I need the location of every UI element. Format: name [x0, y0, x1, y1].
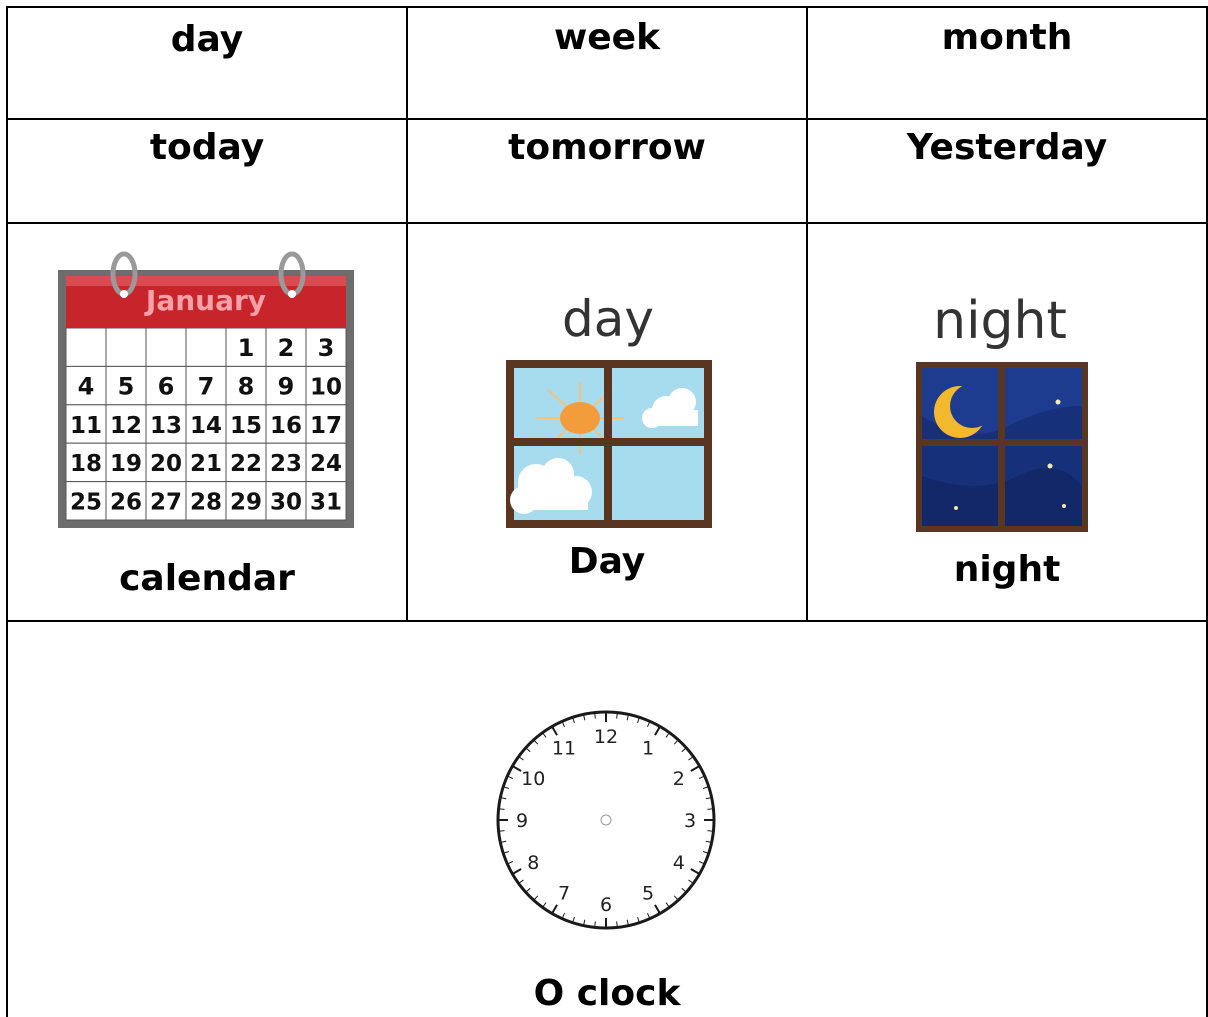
word-yesterday: Yesterday	[906, 127, 1108, 168]
calendar-day-number: 25	[69, 489, 103, 516]
calendar-cell	[106, 328, 146, 366]
clock-tick	[499, 831, 505, 832]
word-week: week	[553, 17, 661, 58]
day-title: day	[562, 290, 654, 348]
calendar-day-number: 22	[229, 451, 263, 478]
cell-yesterday	[808, 120, 1206, 222]
clock-number: 7	[557, 882, 571, 905]
cell-today	[8, 120, 406, 222]
label-o-clock: O clock	[533, 973, 681, 1014]
label-calendar: calendar	[119, 558, 295, 599]
clock-number: 1	[641, 737, 655, 760]
calendar-day-number: 21	[189, 451, 223, 478]
calendar-cell	[146, 328, 186, 366]
clock-tick	[707, 831, 713, 832]
calendar-day-number: 30	[269, 489, 303, 516]
clock-face-icon	[486, 700, 726, 940]
calendar-month: January	[145, 284, 267, 317]
day-window-illustration	[496, 286, 716, 536]
clock-number: 2	[672, 768, 685, 790]
calendar-day-number: 3	[317, 334, 335, 362]
calendar-day-number: 11	[69, 412, 103, 439]
calendar-day-number: 10	[309, 374, 343, 401]
calendar-day-number: 19	[109, 451, 143, 478]
calendar-day-number: 2	[277, 334, 295, 362]
calendar-day-number: 26	[109, 489, 143, 516]
calendar-illustration	[56, 250, 356, 530]
clock-number: 11	[551, 737, 577, 760]
clock-number: 6	[599, 894, 613, 916]
calendar-day-number: 1	[237, 334, 255, 362]
calendar-day-number: 23	[269, 451, 303, 478]
clock-number: 4	[672, 852, 685, 874]
night-title: night	[933, 291, 1067, 351]
calendar-day-number: 27	[149, 489, 183, 516]
clock-number: 12	[593, 726, 619, 748]
cell-tomorrow	[408, 120, 806, 222]
night-window-mullion	[998, 368, 1005, 526]
night-window-transom	[922, 439, 1082, 446]
calendar-grid	[66, 328, 346, 520]
calendar-cell	[186, 328, 226, 366]
cell-clock	[8, 622, 1206, 1017]
clock-tick	[499, 809, 505, 810]
clock-tick	[617, 713, 618, 719]
cell-week	[408, 8, 806, 118]
cell-day	[8, 8, 406, 118]
calendar-day-number: 16	[269, 412, 303, 439]
clock-number: 3	[683, 810, 697, 832]
clock-number: 9	[515, 810, 529, 832]
calendar-cell	[66, 328, 106, 366]
calendar-day-number: 18	[69, 451, 103, 478]
calendar-day-number: 24	[309, 451, 343, 478]
calendar-day-number: 31	[309, 489, 343, 516]
calendar-day-number: 20	[149, 451, 183, 478]
calendar-day-number: 12	[109, 412, 143, 439]
day-window-transom	[514, 438, 704, 446]
clock-tick	[595, 921, 596, 927]
calendar-day-number: 28	[189, 489, 223, 516]
clock-tick	[617, 921, 618, 927]
calendar-day-number: 17	[309, 412, 343, 439]
calendar-day-number: 5	[117, 372, 135, 401]
clock-number: 8	[527, 852, 540, 874]
cell-day-picture	[408, 224, 806, 620]
clock-number: 10	[521, 768, 546, 790]
calendar-day-number: 6	[157, 372, 175, 401]
calendar-day-number: 7	[197, 372, 215, 401]
clock-tick	[595, 713, 596, 719]
cell-calendar	[8, 224, 406, 620]
night-window-illustration	[908, 286, 1108, 536]
calendar-day-number: 14	[189, 412, 223, 439]
word-today: today	[149, 127, 265, 168]
label-night: night	[953, 549, 1061, 590]
calendar-day-number: 13	[149, 412, 183, 439]
cell-night-picture	[808, 224, 1206, 620]
calendar-day-number: 4	[77, 372, 95, 401]
word-tomorrow: tomorrow	[508, 127, 706, 168]
word-month: month	[941, 17, 1073, 58]
clock-tick	[707, 809, 713, 810]
clock-number: 5	[641, 882, 655, 905]
word-day: day	[170, 19, 244, 60]
calendar-day-number: 29	[229, 489, 263, 516]
calendar-day-number: 9	[277, 372, 295, 401]
calendar-day-number: 8	[237, 372, 255, 401]
label-day: Day	[568, 541, 646, 582]
calendar-day-number: 15	[229, 412, 263, 439]
cell-month	[808, 8, 1206, 118]
